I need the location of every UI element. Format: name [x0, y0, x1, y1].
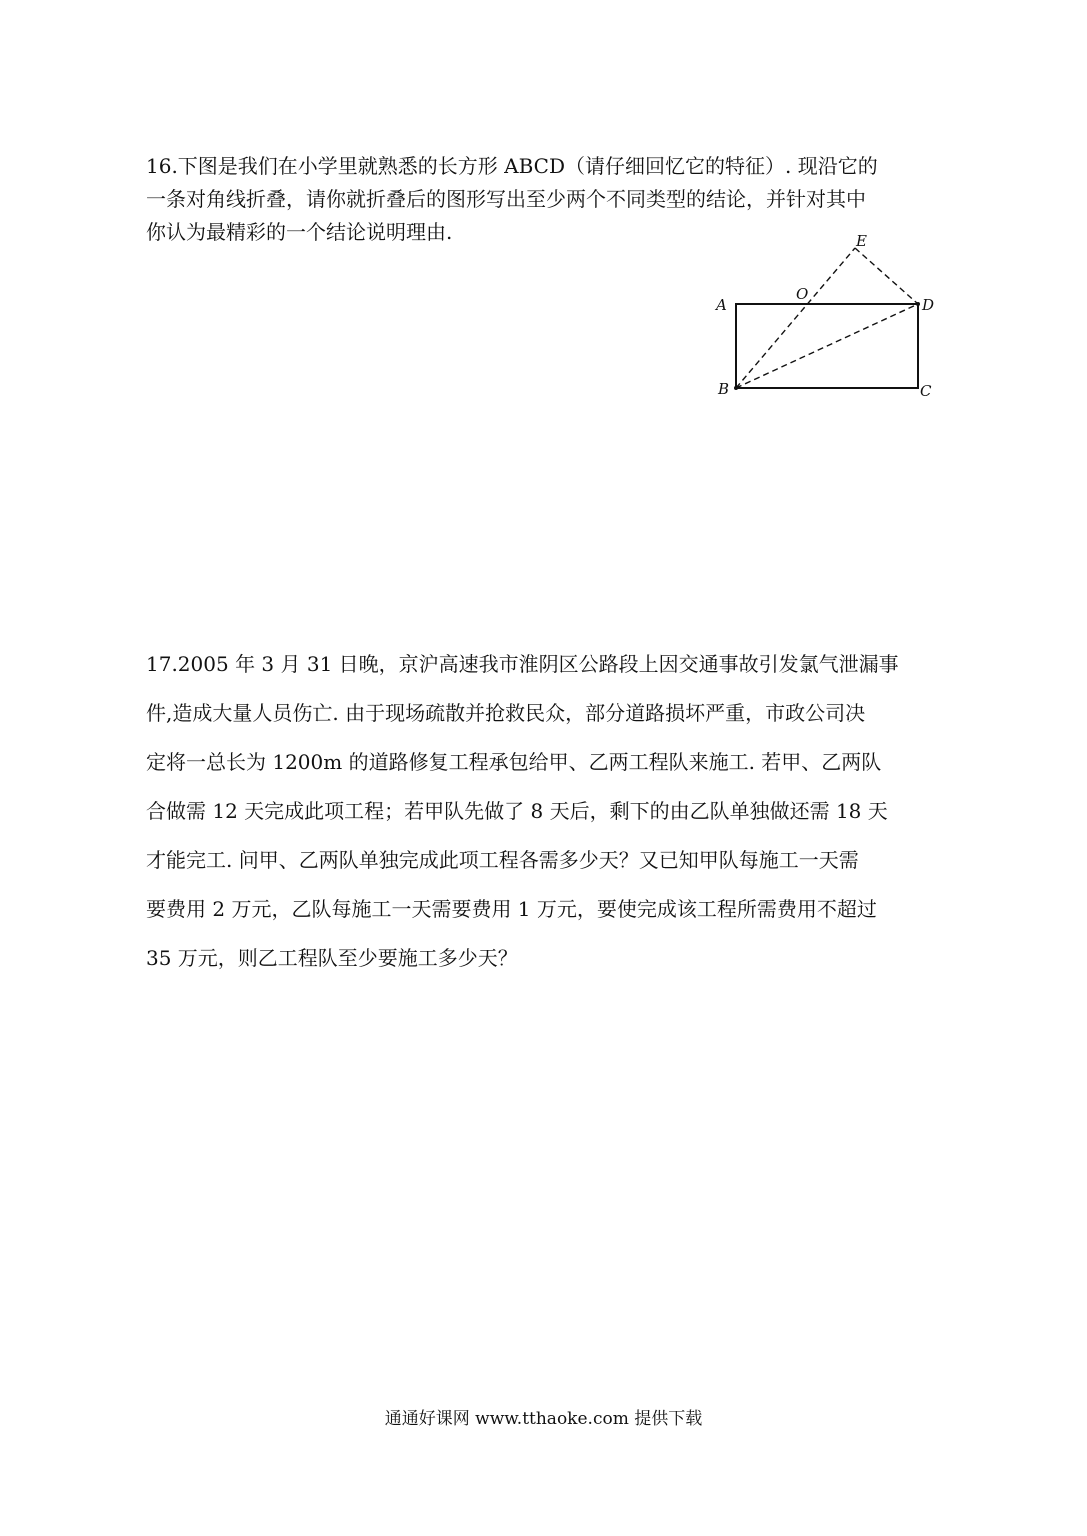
page-footer: 通通好课网 www.tthaoke.com 提供下载 [384, 1409, 703, 1429]
fold-line-be [736, 248, 855, 388]
label-c: C [920, 382, 932, 400]
question-17-line-7: 35 万元，则乙工程队至少要施工多少天？ [146, 946, 518, 970]
question-17-line-3: 定将一总长为 1200m 的道路修复工程承包给甲、乙两工程队来施工. 若甲、乙两队 [146, 750, 882, 774]
question-16-line-2: 一条对角线折叠，请你就折叠后的图形写出至少两个不同类型的结论，并针对其中 [146, 187, 866, 211]
point-d [916, 302, 920, 306]
question-16-line-1: 16.下图是我们在小学里就熟悉的长方形 ABCD（请仔细回忆它的特征）. 现沿它的 [146, 154, 878, 178]
label-o: O [796, 285, 809, 303]
folded-rectangle-svg [700, 228, 950, 408]
diagonal-bd [736, 304, 918, 388]
label-d: D [922, 296, 935, 314]
question-16-line-3: 你认为最精彩的一个结论说明理由. [146, 220, 453, 244]
fold-line-ed [855, 248, 918, 304]
point-b [734, 386, 738, 390]
question-17-line-6: 要费用 2 万元，乙队每施工一天需要费用 1 万元，要使完成该工程所需费用不超过 [146, 897, 877, 921]
question-17-line-5: 才能完工. 问甲、乙两队单独完成此项工程各需多少天？又已知甲队每施工一天需 [146, 848, 859, 872]
folded-rectangle-figure [700, 228, 950, 408]
question-17-line-2: 件,造成大量人员伤亡. 由于现场疏散并抢救民众，部分道路损坏严重，市政公司决 [146, 701, 866, 725]
label-e: E [856, 232, 867, 250]
question-17 [146, 640, 946, 983]
label-a: A [716, 296, 727, 314]
question-17-line-4: 合做需 12 天完成此项工程；若甲队先做了 8 天后，剩下的由乙队单独做还需 18 天 [146, 799, 888, 823]
question-17-line-1: 17.2005 年 3 月 31 日晚，京沪高速我市淮阴区公路段上因交通事故引发氯气泄漏事 [146, 652, 899, 676]
label-b: B [718, 380, 730, 398]
